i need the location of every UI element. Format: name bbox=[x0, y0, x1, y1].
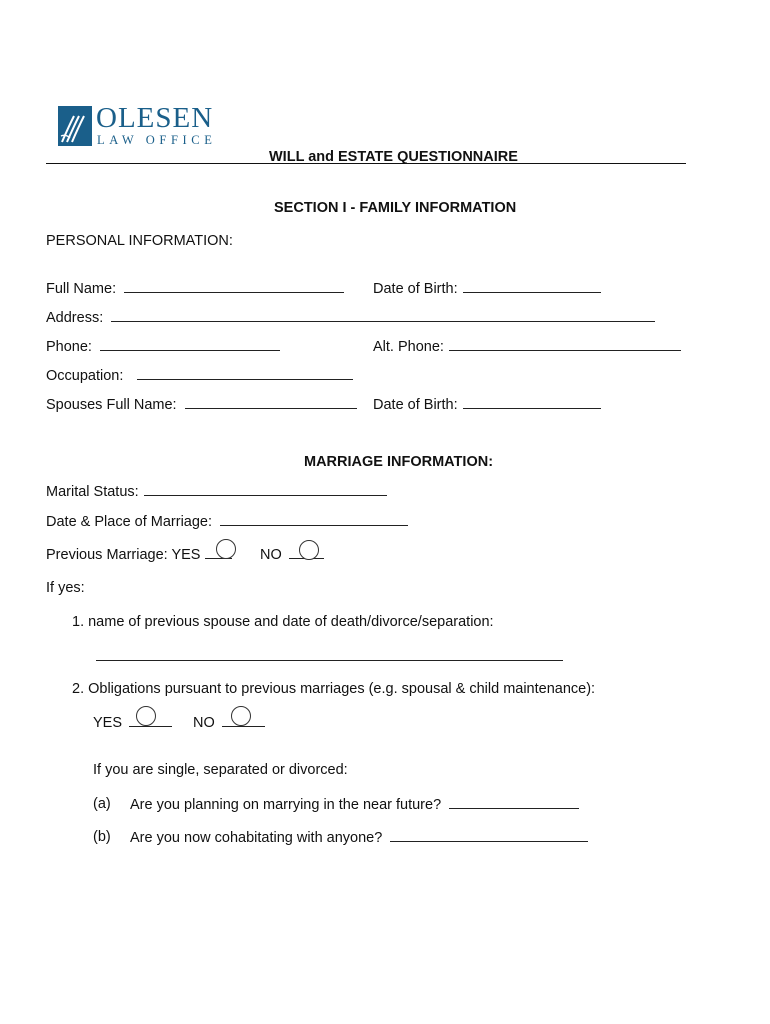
obligations-yes-radio[interactable] bbox=[136, 706, 156, 726]
question-a-label: (a) bbox=[93, 796, 111, 812]
question-a-row bbox=[130, 795, 579, 814]
phone-label: Phone: bbox=[46, 339, 92, 355]
phone-row bbox=[46, 337, 280, 356]
spouse-name-row bbox=[46, 395, 357, 414]
marriage-heading: MARRIAGE INFORMATION: bbox=[304, 454, 494, 470]
question-a-field[interactable] bbox=[449, 795, 579, 809]
obligations-yes-label: YES bbox=[93, 715, 123, 731]
previous-marriage-row bbox=[46, 545, 232, 564]
dob-row bbox=[373, 279, 601, 298]
question-b-field[interactable] bbox=[390, 828, 588, 842]
date-place-label: Date & Place of Marriage: bbox=[46, 514, 213, 530]
spouse-dob-row bbox=[373, 395, 601, 414]
question-1: 1. name of previous spouse and date of death/divorce/separation: bbox=[72, 614, 494, 630]
address-row bbox=[46, 308, 655, 327]
address-label: Address: bbox=[46, 310, 104, 326]
date-place-row bbox=[46, 512, 408, 531]
question-1-field[interactable] bbox=[96, 646, 563, 661]
full-name-field[interactable] bbox=[124, 279, 344, 293]
question-2: 2. Obligations pursuant to previous marriages (e.g. spousal & child maintenance): bbox=[72, 681, 596, 697]
obligations-no-radio[interactable] bbox=[231, 706, 251, 726]
logo-name: OLESEN bbox=[96, 102, 214, 134]
if-yes-label: If yes: bbox=[46, 580, 85, 596]
previous-marriage-label: Previous Marriage: YES bbox=[46, 547, 201, 563]
full-name-label: Full Name: bbox=[46, 281, 117, 297]
date-place-field[interactable] bbox=[220, 512, 408, 526]
question-b-row bbox=[130, 828, 588, 847]
olesen-logo bbox=[58, 102, 238, 152]
occupation-row bbox=[46, 366, 353, 385]
marital-status-field[interactable] bbox=[144, 482, 387, 496]
spouse-name-field[interactable] bbox=[185, 395, 357, 409]
occupation-field[interactable] bbox=[137, 366, 353, 380]
full-name-row bbox=[46, 279, 344, 298]
spouse-dob-label: Date of Birth: bbox=[373, 397, 458, 413]
question-b-label: (b) bbox=[93, 829, 111, 845]
alt-phone-field[interactable] bbox=[449, 337, 681, 351]
question-b-text: Are you now cohabitating with anyone? bbox=[130, 830, 383, 846]
obligations-no-label: NO bbox=[193, 715, 215, 731]
logo-mark-icon bbox=[58, 106, 92, 146]
occupation-label: Occupation: bbox=[46, 368, 124, 384]
question-a-text: Are you planning on marrying in the near future? bbox=[130, 797, 442, 813]
obligations-yes-row bbox=[93, 713, 172, 732]
dob-field[interactable] bbox=[463, 279, 601, 293]
dob-label: Date of Birth: bbox=[373, 281, 458, 297]
phone-field[interactable] bbox=[100, 337, 280, 351]
section-title: SECTION I - FAMILY INFORMATION bbox=[274, 200, 517, 216]
alt-phone-row bbox=[373, 337, 681, 356]
document-title: WILL and ESTATE QUESTIONNAIRE bbox=[269, 149, 518, 165]
previous-no-radio[interactable] bbox=[299, 540, 319, 560]
marital-status-label: Marital Status: bbox=[46, 484, 139, 500]
obligations-no-row bbox=[193, 713, 265, 732]
previous-yes-radio[interactable] bbox=[216, 539, 236, 559]
single-heading: If you are single, separated or divorced: bbox=[93, 762, 348, 778]
alt-phone-label: Alt. Phone: bbox=[373, 339, 444, 355]
personal-heading: PERSONAL INFORMATION: bbox=[46, 233, 233, 249]
previous-no-label: NO bbox=[260, 547, 282, 563]
spouse-dob-field[interactable] bbox=[463, 395, 601, 409]
spouse-name-label: Spouses Full Name: bbox=[46, 397, 177, 413]
marital-status-row bbox=[46, 482, 387, 501]
address-field[interactable] bbox=[111, 308, 655, 322]
logo-subtitle: LAW OFFICE bbox=[97, 133, 217, 147]
